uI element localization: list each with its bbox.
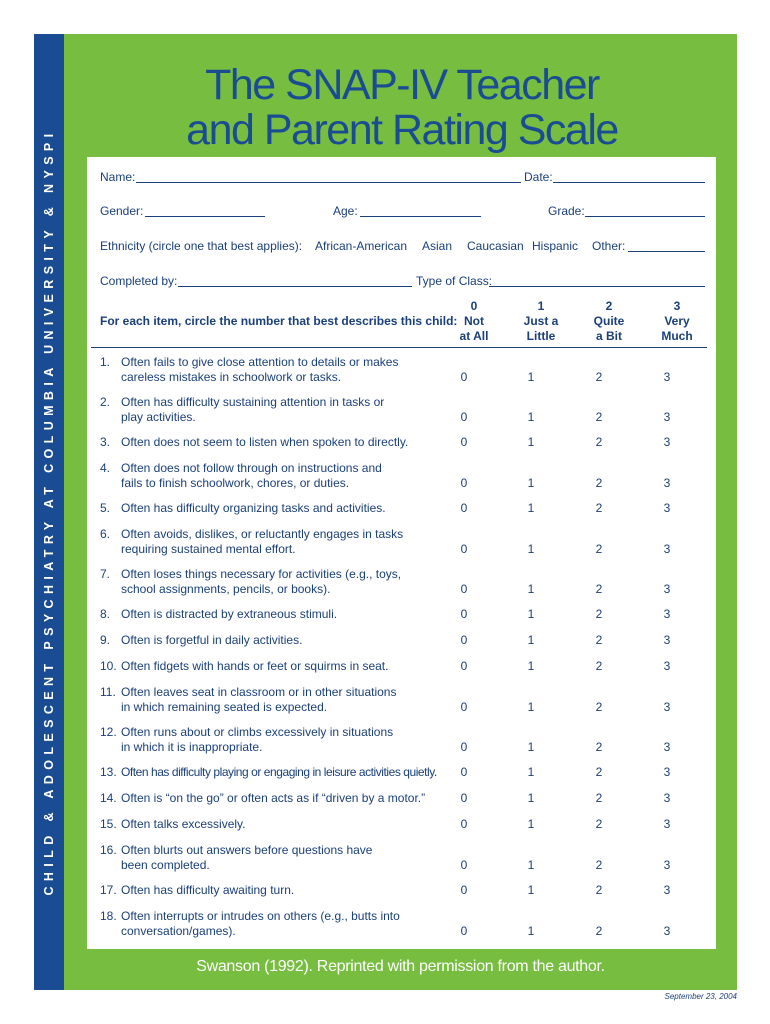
score-option-2[interactable]: 2 — [595, 369, 603, 384]
item-number: 1. — [100, 355, 111, 369]
score-option-1[interactable]: 1 — [527, 883, 535, 897]
ethnicity-option-hispanic[interactable]: Hispanic — [532, 239, 579, 253]
date-field[interactable] — [553, 182, 705, 183]
grade-label: Grade: — [548, 204, 585, 218]
item-text-line: Often loses things necessary for activities (e.g., toys, — [121, 567, 402, 581]
column-header-line2: Much — [661, 329, 693, 343]
score-option-3[interactable]: 3 — [663, 607, 671, 621]
score-option-3[interactable]: 3 — [663, 699, 671, 714]
column-header-0 — [444, 299, 504, 344]
item-text — [121, 501, 461, 516]
item-text-line: requiring sustained mental effort. — [121, 541, 296, 556]
ethnicity-option-asian[interactable]: Asian — [422, 239, 453, 253]
item-text — [121, 435, 461, 450]
score-option-3[interactable]: 3 — [663, 817, 671, 831]
item-text — [121, 633, 461, 648]
score-option-0[interactable]: 0 — [460, 435, 468, 449]
item-text — [121, 817, 461, 832]
item-text — [121, 395, 461, 424]
item-number: 9. — [100, 633, 111, 647]
ethnicity-other-field[interactable] — [628, 251, 705, 252]
score-option-2[interactable]: 2 — [595, 765, 603, 779]
score-option-0[interactable]: 0 — [460, 409, 468, 424]
score-option-3[interactable]: 3 — [663, 435, 671, 449]
score-option-0[interactable]: 0 — [460, 739, 468, 754]
item-text-line: Often is distracted by extraneous stimuli. — [121, 607, 338, 621]
score-option-1[interactable]: 1 — [527, 923, 535, 938]
item-number: 16. — [100, 843, 117, 857]
item-text — [121, 527, 461, 556]
score-option-1[interactable]: 1 — [527, 659, 535, 673]
score-option-1[interactable]: 1 — [527, 765, 535, 779]
header-divider — [91, 347, 707, 348]
item-number: 12. — [100, 725, 117, 739]
grade-field[interactable] — [585, 216, 705, 217]
item-text-line: in which it is inappropriate. — [121, 739, 263, 754]
gender-label: Gender: — [100, 204, 144, 218]
score-option-1[interactable]: 1 — [527, 475, 535, 490]
score-option-2[interactable]: 2 — [595, 409, 603, 424]
score-option-0[interactable]: 0 — [460, 699, 468, 714]
item-text-line: Often has difficulty sustaining attention in tasks or — [121, 395, 385, 409]
item-text-line: in which remaining seated is expected. — [121, 699, 328, 714]
score-option-1[interactable]: 1 — [527, 369, 535, 384]
date-label: Date: — [524, 170, 553, 184]
score-option-0[interactable]: 0 — [460, 791, 468, 805]
score-option-0[interactable]: 0 — [460, 607, 468, 621]
score-option-3[interactable]: 3 — [663, 765, 671, 779]
score-option-2[interactable]: 2 — [595, 581, 603, 596]
column-header-line2: Little — [526, 329, 556, 343]
score-option-2[interactable]: 2 — [595, 817, 603, 831]
score-option-2[interactable]: 2 — [595, 541, 603, 556]
item-number: 4. — [100, 461, 111, 475]
item-number: 14. — [100, 791, 117, 805]
score-option-0[interactable]: 0 — [460, 581, 468, 596]
item-number: 3. — [100, 435, 111, 449]
item-number: 6. — [100, 527, 111, 541]
item-text — [121, 883, 461, 898]
item-text-line: Often does not follow through on instructions and — [121, 461, 382, 475]
score-option-3[interactable]: 3 — [663, 541, 671, 556]
footer-citation: Swanson (1992). Reprinted with permission from the author. — [196, 958, 605, 975]
score-option-2[interactable]: 2 — [595, 435, 603, 449]
name-label: Name: — [100, 170, 136, 184]
item-text — [121, 659, 461, 674]
item-text-line: Often does not seem to listen when spoken to directly. — [121, 435, 409, 449]
score-option-2[interactable]: 2 — [595, 699, 603, 714]
score-option-2[interactable]: 2 — [595, 501, 603, 515]
score-option-3[interactable]: 3 — [663, 475, 671, 490]
item-text-line: Often is “on the go” or often acts as if “driven by a motor.” — [121, 791, 426, 805]
item-number: 2. — [100, 395, 111, 409]
score-option-3[interactable]: 3 — [663, 409, 671, 424]
column-header-value: 1 — [537, 299, 545, 313]
item-number: 17. — [100, 883, 117, 897]
item-text-line: Often avoids, dislikes, or reluctantly engages in tasks — [121, 527, 404, 541]
item-number: 18. — [100, 909, 117, 923]
item-text — [121, 355, 461, 384]
score-option-0[interactable]: 0 — [460, 857, 468, 872]
item-text-line: Often interrupts or intrudes on others (e.g., butts into — [121, 909, 400, 923]
item-text-line: Often runs about or climbs excessively in situations — [121, 725, 394, 739]
column-header-line1: Just a — [523, 314, 559, 328]
item-text — [121, 725, 461, 754]
gender-field[interactable] — [145, 216, 265, 217]
score-option-3[interactable]: 3 — [663, 739, 671, 754]
column-header-3 — [647, 299, 707, 344]
type-of-class-field[interactable] — [489, 286, 705, 287]
item-text — [121, 909, 461, 938]
item-text-line: Often has difficulty playing or engaging in leisure activities quietly. — [121, 765, 437, 779]
name-field[interactable] — [136, 182, 521, 183]
item-text-line: fails to finish schoolwork, chores, or duties. — [121, 475, 350, 490]
ethnicity-label: Ethnicity (circle one that best applies): — [100, 239, 303, 253]
score-option-1[interactable]: 1 — [527, 501, 535, 515]
column-header-line2: a Bit — [595, 329, 622, 343]
score-option-2[interactable]: 2 — [595, 659, 603, 673]
score-option-3[interactable]: 3 — [663, 791, 671, 805]
instructions: For each item, circle the number that best describes this child: — [100, 314, 458, 328]
score-option-0[interactable]: 0 — [460, 659, 468, 673]
page-title-line1: The SNAP-IV Teacher — [205, 61, 599, 109]
item-text-line: been completed. — [121, 857, 210, 872]
score-option-2[interactable]: 2 — [595, 739, 603, 754]
score-option-0[interactable]: 0 — [460, 541, 468, 556]
item-text — [121, 765, 461, 780]
date-stamp: September 23, 2004 — [664, 992, 737, 1001]
score-option-0[interactable]: 0 — [460, 633, 468, 647]
item-text — [121, 461, 461, 490]
score-option-3[interactable]: 3 — [663, 659, 671, 673]
item-text-line: Often is forgetful in daily activities. — [121, 633, 303, 647]
age-label: Age: — [333, 204, 358, 218]
column-header-value: 0 — [470, 299, 478, 313]
item-text-line: Often has difficulty awaiting turn. — [121, 883, 295, 897]
sidebar-text: CHILD & ADOLESCENT PSYCHIATRY AT COLUMBIA UNIVERSITY & NYSPI — [42, 128, 56, 896]
column-header-line1: Very — [664, 314, 690, 328]
item-text — [121, 791, 461, 806]
item-number: 8. — [100, 607, 111, 621]
item-text-line: school assignments, pencils, or books). — [121, 581, 331, 596]
score-option-3[interactable]: 3 — [663, 581, 671, 596]
score-option-0[interactable]: 0 — [460, 923, 468, 938]
ethnicity-option-other[interactable]: Other: — [592, 239, 626, 253]
score-option-2[interactable]: 2 — [595, 791, 603, 805]
age-field[interactable] — [360, 216, 481, 217]
score-option-3[interactable]: 3 — [663, 923, 671, 938]
item-number: 7. — [100, 567, 111, 581]
score-option-2[interactable]: 2 — [595, 607, 603, 621]
item-number: 15. — [100, 817, 117, 831]
score-option-0[interactable]: 0 — [460, 883, 468, 897]
score-option-1[interactable]: 1 — [527, 633, 535, 647]
score-option-1[interactable]: 1 — [527, 791, 535, 805]
score-option-1[interactable]: 1 — [527, 541, 535, 556]
type-of-class-label: Type of Class: — [416, 274, 493, 288]
item-text-line: Often leaves seat in classroom or in other situations — [121, 685, 397, 699]
item-number: 13. — [100, 765, 117, 779]
score-option-0[interactable]: 0 — [460, 765, 468, 779]
item-text-line: conversation/games). — [121, 923, 236, 938]
column-header-value: 3 — [673, 299, 681, 313]
item-text — [121, 607, 461, 622]
item-text-line: Often has difficulty organizing tasks and activities. — [121, 501, 386, 515]
item-text-line: careless mistakes in schoolwork or tasks. — [121, 369, 342, 384]
score-option-2[interactable]: 2 — [595, 475, 603, 490]
ethnicity-option-african-american[interactable]: African-American — [315, 239, 408, 253]
item-number: 5. — [100, 501, 111, 515]
column-header-value: 2 — [605, 299, 613, 313]
score-option-3[interactable]: 3 — [663, 501, 671, 515]
column-header-line1: Not — [464, 314, 484, 328]
score-option-1[interactable]: 1 — [527, 857, 535, 872]
score-option-1[interactable]: 1 — [527, 435, 535, 449]
column-header-line2: at All — [459, 329, 489, 343]
item-number: 11. — [100, 685, 116, 699]
score-option-1[interactable]: 1 — [527, 817, 535, 831]
score-option-3[interactable]: 3 — [663, 369, 671, 384]
score-option-1[interactable]: 1 — [527, 607, 535, 621]
item-text-line: Often blurts out answers before questions have — [121, 843, 373, 857]
score-option-2[interactable]: 2 — [595, 633, 603, 647]
completed-by-field[interactable] — [178, 286, 412, 287]
score-option-3[interactable]: 3 — [663, 857, 671, 872]
column-header-line1: Quite — [593, 314, 625, 328]
score-option-0[interactable]: 0 — [460, 501, 468, 515]
score-option-3[interactable]: 3 — [663, 633, 671, 647]
score-option-1[interactable]: 1 — [527, 739, 535, 754]
item-text — [121, 843, 461, 872]
score-option-2[interactable]: 2 — [595, 857, 603, 872]
score-option-0[interactable]: 0 — [460, 817, 468, 831]
item-text-line: Often fails to give close attention to details or makes — [121, 355, 399, 369]
page-title-line2: and Parent Rating Scale — [186, 106, 618, 154]
item-number: 10. — [100, 659, 117, 673]
score-option-1[interactable]: 1 — [527, 699, 535, 714]
column-header-2 — [579, 299, 639, 344]
score-option-0[interactable]: 0 — [460, 475, 468, 490]
score-option-0[interactable]: 0 — [460, 369, 468, 384]
score-option-1[interactable]: 1 — [527, 409, 535, 424]
column-header-1 — [511, 299, 571, 344]
ethnicity-option-caucasian[interactable]: Caucasian — [467, 239, 524, 253]
item-text-line: Often talks excessively. — [121, 817, 246, 831]
item-text — [121, 685, 461, 714]
item-text-line: Often fidgets with hands or feet or squirms in seat. — [121, 659, 389, 673]
item-text — [121, 567, 461, 596]
score-option-3[interactable]: 3 — [663, 883, 671, 897]
item-text-line: play activities. — [121, 409, 196, 424]
completed-by-label: Completed by: — [100, 274, 178, 288]
score-option-1[interactable]: 1 — [527, 581, 535, 596]
score-option-2[interactable]: 2 — [595, 923, 603, 938]
score-option-2[interactable]: 2 — [595, 883, 603, 897]
